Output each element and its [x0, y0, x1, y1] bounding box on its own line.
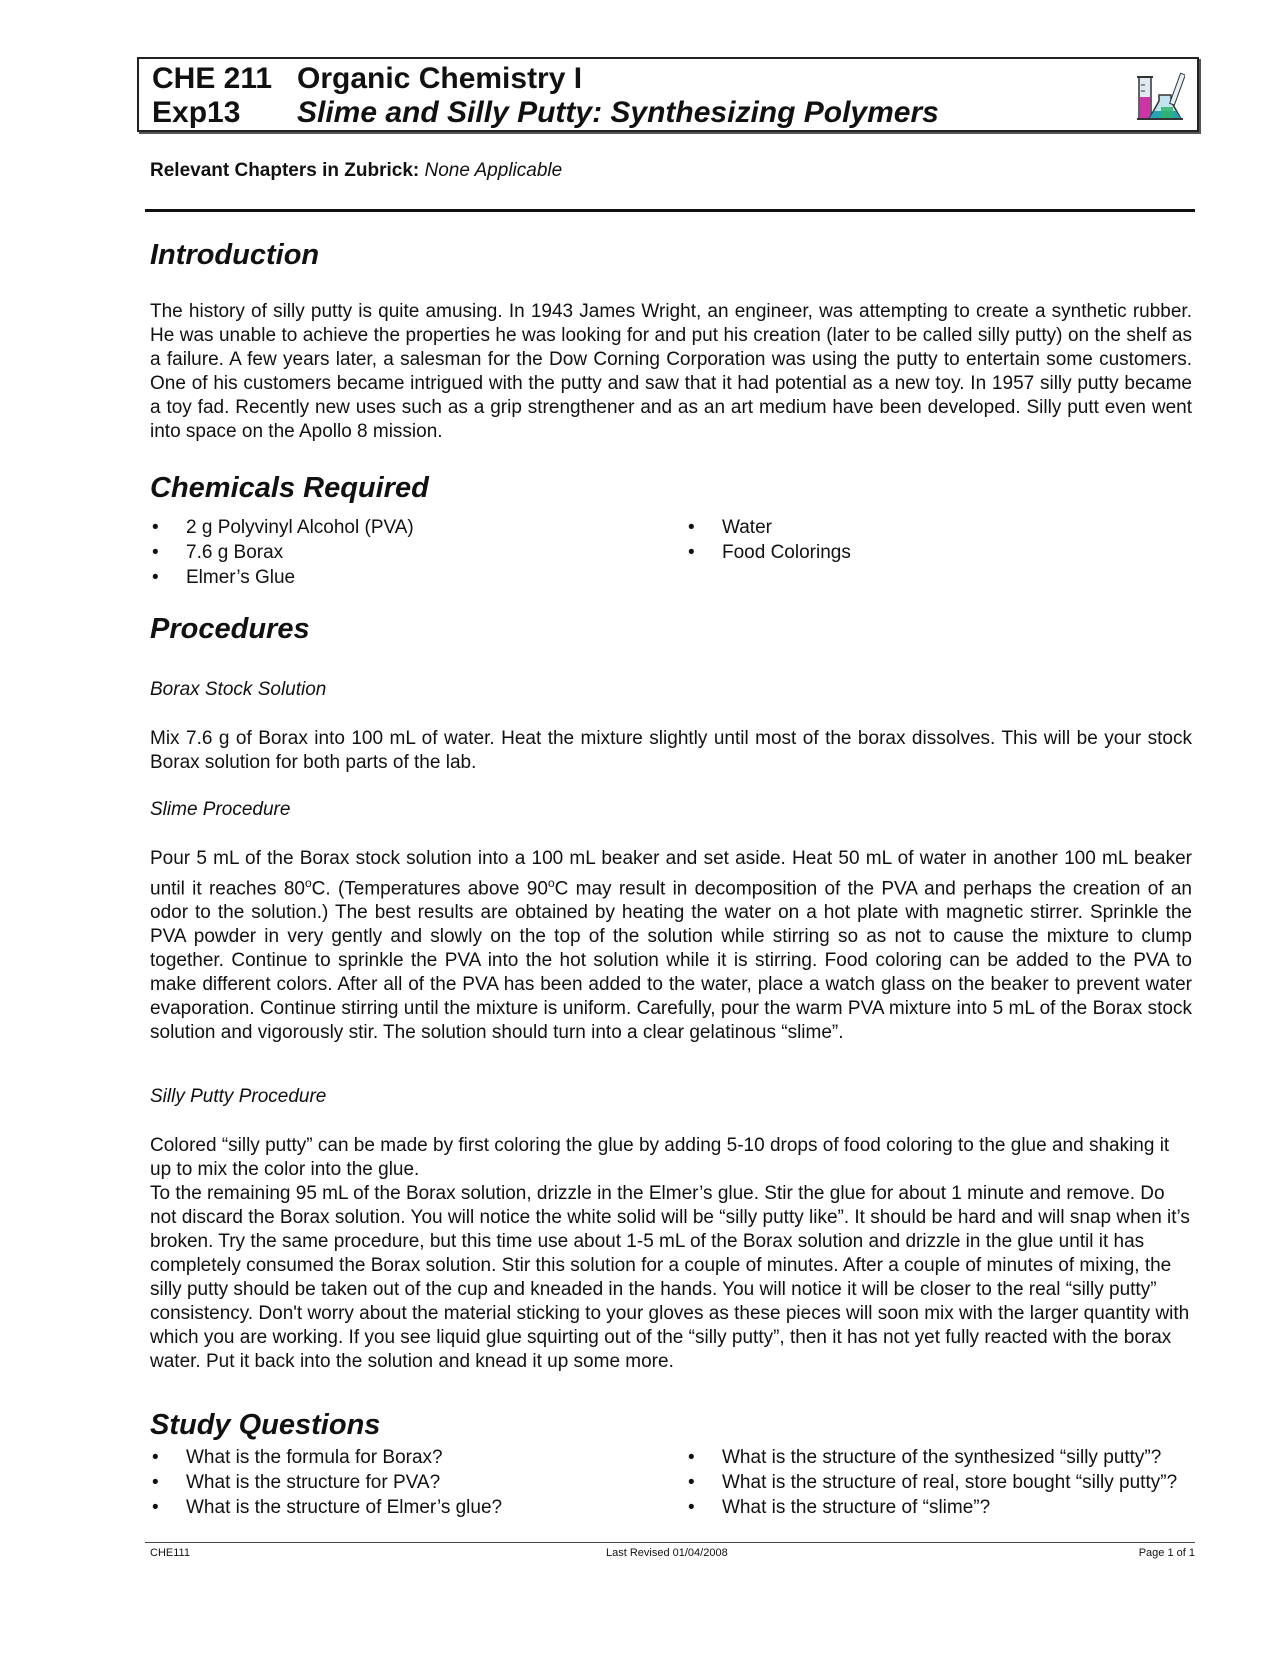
introduction-text: The history of silly putty is quite amusing. In 1943 James Wright, an engineer, was attempting to create a synthetic rubber. He was unable to achieve the properties he was looking for and put his creation (later to be called silly putty) on the shelf as a failure. A few years later, a salesman for the Dow Corning Corporation was using the putty to entertain some customers. One of his customers became intrigued with the putty and saw that it had potential as a new toy. In 1957 silly putty became a toy fad. Recently new uses such as a grip strengthener and as an art medium have been developed. Silly putt even went into space on the Apollo 8 mission.	[150, 301, 1192, 442]
footer-page-number: Page 1 of 1	[1138, 1547, 1195, 1559]
procedures-heading: Procedures	[150, 613, 310, 645]
slime-procedure-text: Pour 5 mL of the Borax stock solution into a 100 mL beaker and set aside. Heat 50 mL of water in another 100 mL beaker until it reaches 80$^o$C. (Temperatures above 90$^o$C may result in decomposition of the PVA and perhaps the creation of an odor to the solution.) The best results are obtained by heating the water on a hot plate with magnetic stirrer. Sprinkle the PVA powder in very gently and slowly on the top of the solution while stirring so as not to cause the mixture to clump together. Continue to sprinkle the PVA into the hot solution while it is stirring. Food coloring can be added to the PVA to make different colors. After all of the PVA has been added to the water, place a watch glass on the beaker to prevent water evaporation. Continue stirring until the mixture is uniform. Carefully, pour the warm PVA mixture into 5 mL of the Borax stock solution and vigorously stir. The solution should turn into a clear gelatinous “slime”.	[150, 848, 1192, 1044]
relevant-chapters-value: None Applicable	[424, 160, 563, 181]
course-code: CHE 211	[152, 62, 273, 95]
putty-procedure-text: Colored “silly putty” can be made by first coloring the glue by adding 5-10 drops of food coloring to the glue and shaking it up to mix the color into the glue. To the remaining 95 mL of the Borax solution, drizzle in the Elmer’s glue. Stir the glue for about 1 minute and remove. Do not discard the Borax solution. You will notice the white solid will be “silly putty like”. It should be hard and will snap when it’s broken. Try the same procedure, but this time use about 1-5 mL of the Borax solution and drizzle in the glue until it has completely consumed the Borax solution. Stir this solution for a couple of minutes. After a couple of minutes of mixing, the silly putty should be taken out of the cup and kneaded in the hands. You will notice it will be closer to the real “silly putty” consistency. Don't worry about the material sticking to your gloves as these pieces will soon mix with the larger quantity with which you are working. If you see liquid glue squirting out of the “silly putty”, then it has not yet fully reacted with the borax water. Put it back into the solution and knead it up some more.	[150, 1135, 1190, 1372]
list-item: • Elmer’s Glue	[150, 565, 414, 590]
list-item: • What is the structure for PVA?	[150, 1470, 502, 1495]
borax-stock-text: Mix 7.6 g of Borax into 100 mL of water. Heat the mixture slightly until most of the borax dissolves. This will be your stock Borax solution for both parts of the lab.	[150, 728, 1192, 773]
chemicals-list-left	[150, 515, 414, 590]
list-item: • Food Colorings	[686, 540, 851, 565]
slime-procedure-subheading: Slime Procedure	[150, 799, 291, 820]
list-item: • Water	[686, 515, 851, 540]
list-item: • What is the structure of “slime”?	[686, 1495, 1177, 1520]
chemistry-glassware-icon	[1135, 71, 1185, 125]
chemicals-heading: Chemicals Required	[150, 472, 429, 504]
study-questions-heading: Study Questions	[150, 1409, 381, 1441]
relevant-chapters	[150, 160, 562, 182]
title-box	[137, 57, 1199, 132]
study-questions-left	[150, 1445, 502, 1520]
footer-divider	[145, 1542, 1195, 1543]
footer-course: CHE111	[150, 1547, 190, 1559]
experiment-code: Exp13	[152, 96, 241, 129]
course-title-line	[152, 62, 582, 96]
list-item: • What is the structure of real, store bought “silly putty”?	[686, 1470, 1177, 1495]
list-item: • What is the formula for Borax?	[150, 1445, 502, 1470]
list-item: • What is the structure of Elmer’s glue?	[150, 1495, 502, 1520]
footer-revised: Last Revised 01/04/2008	[606, 1547, 728, 1559]
relevant-chapters-label: Relevant Chapters in Zubrick:	[150, 160, 420, 181]
borax-stock-subheading: Borax Stock Solution	[150, 679, 327, 700]
study-questions-right	[686, 1445, 1177, 1520]
list-item: • What is the structure of the synthesized “silly putty”?	[686, 1445, 1177, 1470]
putty-procedure-subheading: Silly Putty Procedure	[150, 1086, 327, 1107]
list-item: • 2 g Polyvinyl Alcohol (PVA)	[150, 515, 414, 540]
experiment-title: Slime and Silly Putty: Synthesizing Polymers	[297, 96, 939, 129]
experiment-title-line	[152, 96, 939, 130]
list-item: • 7.6 g Borax	[150, 540, 414, 565]
chemicals-list-right	[686, 515, 851, 565]
header-divider	[145, 209, 1195, 212]
introduction-heading: Introduction	[150, 239, 320, 271]
course-title: Organic Chemistry I	[297, 62, 583, 95]
